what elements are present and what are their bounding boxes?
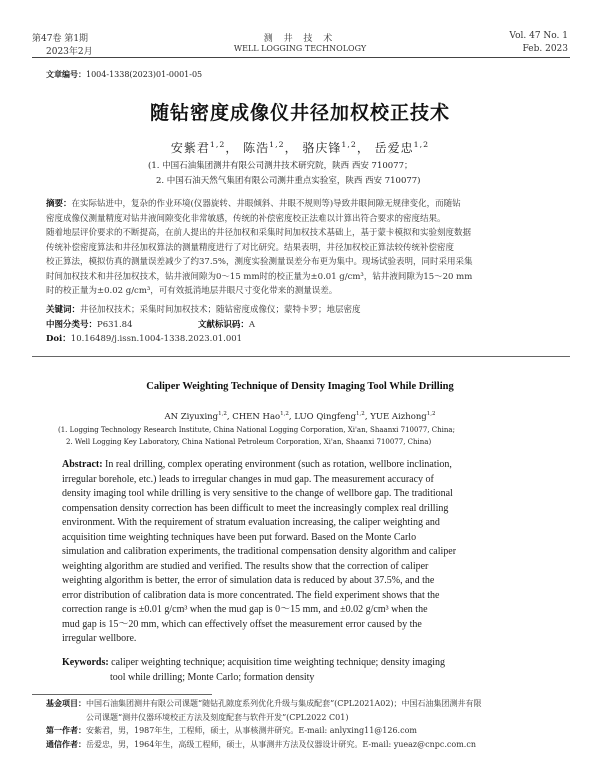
fund-line: 公司课题“测井仪器环境校正方法及刻度配套与软件开发”(CPL2022 C01): [86, 712, 349, 722]
en-abstract-line: environment. With the requirement of stratum evaluation increasing, the caliper weighting and: [62, 517, 440, 528]
cn-keywords-label: 关键词：: [46, 305, 81, 315]
cn-abstract: [46, 197, 556, 299]
fund-line: 中国石油集团测井有限公司课题“随钻孔隙度系列优化升级与集成配套”(CPL2021A02)；中国石油集团测井有限: [86, 699, 482, 708]
en-author-sup: 1,2: [218, 411, 227, 418]
cn-author-sup: 1,2: [413, 140, 430, 149]
footnote-rule: [32, 694, 212, 695]
cn-meta: [46, 303, 556, 347]
en-abstract-label: Abstract:: [62, 459, 103, 470]
cn-authors: 安紫君$^{1,2}$， 陈浩$^{1,2}$， 骆庆锋$^{1,2}$， 岳爱忠$^{1,2}$: [170, 140, 430, 155]
cn-abstract-line: 校正算法，模拟仿真的测量误差减少了约37.5%，测度实验测量误差分布更为集中。现场试验表明，同时采用采集: [46, 257, 473, 267]
en-author-sup: 1,2: [356, 411, 365, 418]
article-number: [46, 69, 202, 80]
cn-abstract-line: 随着地层评价要求的不断提高，在前人提出的井径加权和采集时间加权技术基础上，基于蒙卡模拟和实验刻度数据: [46, 228, 472, 238]
en-title: Caliper Weighting Technique of Density Imaging Tool While Drilling: [146, 381, 454, 392]
article-number-label: 文章编号：: [46, 69, 86, 79]
cn-author-sup: 1,2: [341, 140, 357, 149]
en-author-sup: 1,2: [426, 411, 436, 418]
article-number-value: 1004-1338(2023)01-0001-05: [86, 70, 203, 79]
header-vol-no-en: Vol. 47 No. 1: [509, 31, 568, 41]
en-author: YUE Aizhong: [370, 412, 427, 422]
doi-value: 10.16489/j.issn.1004-1338.2023.01.001: [70, 334, 243, 344]
first-author-label: 第一作者：: [46, 725, 86, 735]
en-abstract-line: weighting algorithm is better, the error of simulation data is reduced by about 37.5%, and the: [62, 575, 435, 586]
cn-abstract-line: 在实际钻进中，复杂的作业环境(仪器旋转、井眼倾斜、井眼不规则等)导致井眼间隙无规律变化，而随钻: [71, 199, 461, 209]
cn-abstract-line: 密度成像仪测量精度对钻井液间隙变化非常敏感，传统的补偿密度校正法难以计算出符合要求的密度结果。: [46, 213, 446, 224]
en-author-sup: 1,2: [280, 411, 289, 418]
header-journal-cn: 测 井 技 术: [263, 34, 337, 44]
cn-abstract-line: 时间加权技术和井径加权技术，钻井液间隙为0～15 mm时的校正量为±0.01 g/cm³，钻井液间隙为15～20 mm: [46, 271, 473, 282]
en-abstract-line: acquisition time weighting techniques have been put forward. Based on the Monte Carlo: [62, 531, 417, 543]
en-keywords-label: Keywords:: [62, 657, 109, 668]
en-keywords: [62, 656, 562, 685]
cn-abstract-label: 摘要：: [46, 199, 72, 209]
cn-author: 骆庆锋: [302, 141, 342, 155]
clc-value: P631.84: [97, 319, 133, 330]
cn-affiliation-1: (1. 中国石油集团测井有限公司测井技术研究院，陕西 西安 710077；: [148, 161, 413, 171]
header-rule: [32, 57, 570, 58]
doc-code-value: A: [248, 319, 256, 330]
header-volume-issue: 第47卷 第1期: [32, 34, 89, 44]
en-author: AN Ziyuxing: [164, 412, 219, 422]
en-abstract-line: mud gap is 15～20 mm, which can effectively offset the measurement error caused by the: [62, 618, 422, 630]
fund-label: 基金项目：: [46, 698, 86, 708]
cn-affiliation-2: 2. 中国石油天然气集团有限公司测井重点实验室，陕西 西安 710077): [156, 176, 421, 186]
cn-author: 岳爱忠: [374, 141, 414, 155]
en-affiliation-2: 2. Well Logging Key Laboratory, China National Petroleum Corporation, Xi'an, Shaanxi 710077, China): [66, 438, 432, 446]
en-affiliation-1: (1. Logging Technology Research Institute, China National Logging Corporation, Xi'an, Shaanxi 710077, China;: [58, 426, 455, 434]
header-date: 2023年2月: [46, 47, 93, 57]
footnotes: [46, 697, 566, 751]
en-authors: AN Ziyuxing$^{1,2}$, CHEN Hao$^{1,2}$, LUO Qingfeng$^{1,2}$, YUE Aizhong$^{1,2}$: [164, 411, 436, 422]
doc-code-label: 文献标识码：: [197, 319, 249, 330]
cn-author: 安紫君: [170, 141, 210, 155]
en-abstract-line: density imaging tool while drilling is very sensitive to the change of wellbore gap. The traditional: [62, 488, 453, 499]
section-rule: [32, 356, 570, 357]
en-abstract: [62, 458, 562, 647]
en-abstract-line: compensation density correction has been difficult to meet the increasingly complex real drilling: [62, 502, 449, 514]
en-abstract-line: irregular wellbore.: [62, 633, 137, 644]
cn-title: 随钻密度成像仪井径加权校正技术: [149, 102, 450, 124]
en-keywords-line: caliper weighting technique; acquisition time weighting technique; density imaging: [111, 657, 445, 668]
en-abstract-line: irregular borehole, etc.) leads to irregular changes in mud gap. The measurement accuracy of: [62, 473, 434, 485]
header-journal-en: WELL LOGGING TECHNOLOGY: [233, 44, 367, 53]
cn-author: 陈浩: [243, 141, 270, 155]
corresponding-info: 岳爱忠，男，1964年生，高级工程师，硕士，从事测井方法及仪器设计研究。E-mail: yueaz@cnpc.com.cn: [86, 739, 476, 749]
corresponding-label: 通信作者：: [46, 738, 86, 749]
en-abstract-line: In real drilling, complex operating environment (such as rotation, wellbore inclination,: [105, 459, 452, 470]
header-date-en: Feb. 2023: [522, 44, 568, 54]
cn-author-sup: 1,2: [209, 140, 226, 149]
en-abstract-line: simulation and calibration experiments, the traditional compensation density algorithm and caliper: [62, 546, 457, 557]
en-author: CHEN Hao: [232, 412, 281, 422]
first-author-info: 安紫君，男，1987年生，工程师，硕士，从事核测井研究。E-mail: anlyxing11@126.com: [86, 726, 417, 735]
en-abstract-line: weighting algorithm are studied and verified. The results show that the correction of caliper: [62, 560, 429, 572]
cn-abstract-line: 时的校正量为±0.02 g/cm³，可有效抵消地层井眼尺寸变化带来的测量误差。: [46, 286, 338, 296]
clc-label: 中图分类号：: [46, 319, 98, 330]
cn-keywords: 井径加权技术；采集时间加权技术；随钻密度成像仪；蒙特卡罗；地层密度: [80, 305, 361, 315]
en-author: LUO Qingfeng: [294, 412, 357, 422]
en-keywords-line: tool while drilling; Monte Carlo; formation density: [110, 671, 315, 683]
cn-author-sup: 1,2: [269, 140, 285, 149]
en-abstract-line: error distribution of calibration data is more concentrated. The field experiment shows that the: [62, 589, 440, 601]
cn-abstract-line: 传统补偿密度算法和井径加权算法的测量精度进行了对比研究。结果表明，井径加权校正算法较传统补偿密度: [46, 242, 455, 253]
doi-label: Doi：: [46, 334, 71, 344]
en-abstract-line: correction range is ±0.01 g/cm³ when the mud gap is 0～15 mm, and ±0.02 g/cm³ when the: [62, 604, 428, 615]
